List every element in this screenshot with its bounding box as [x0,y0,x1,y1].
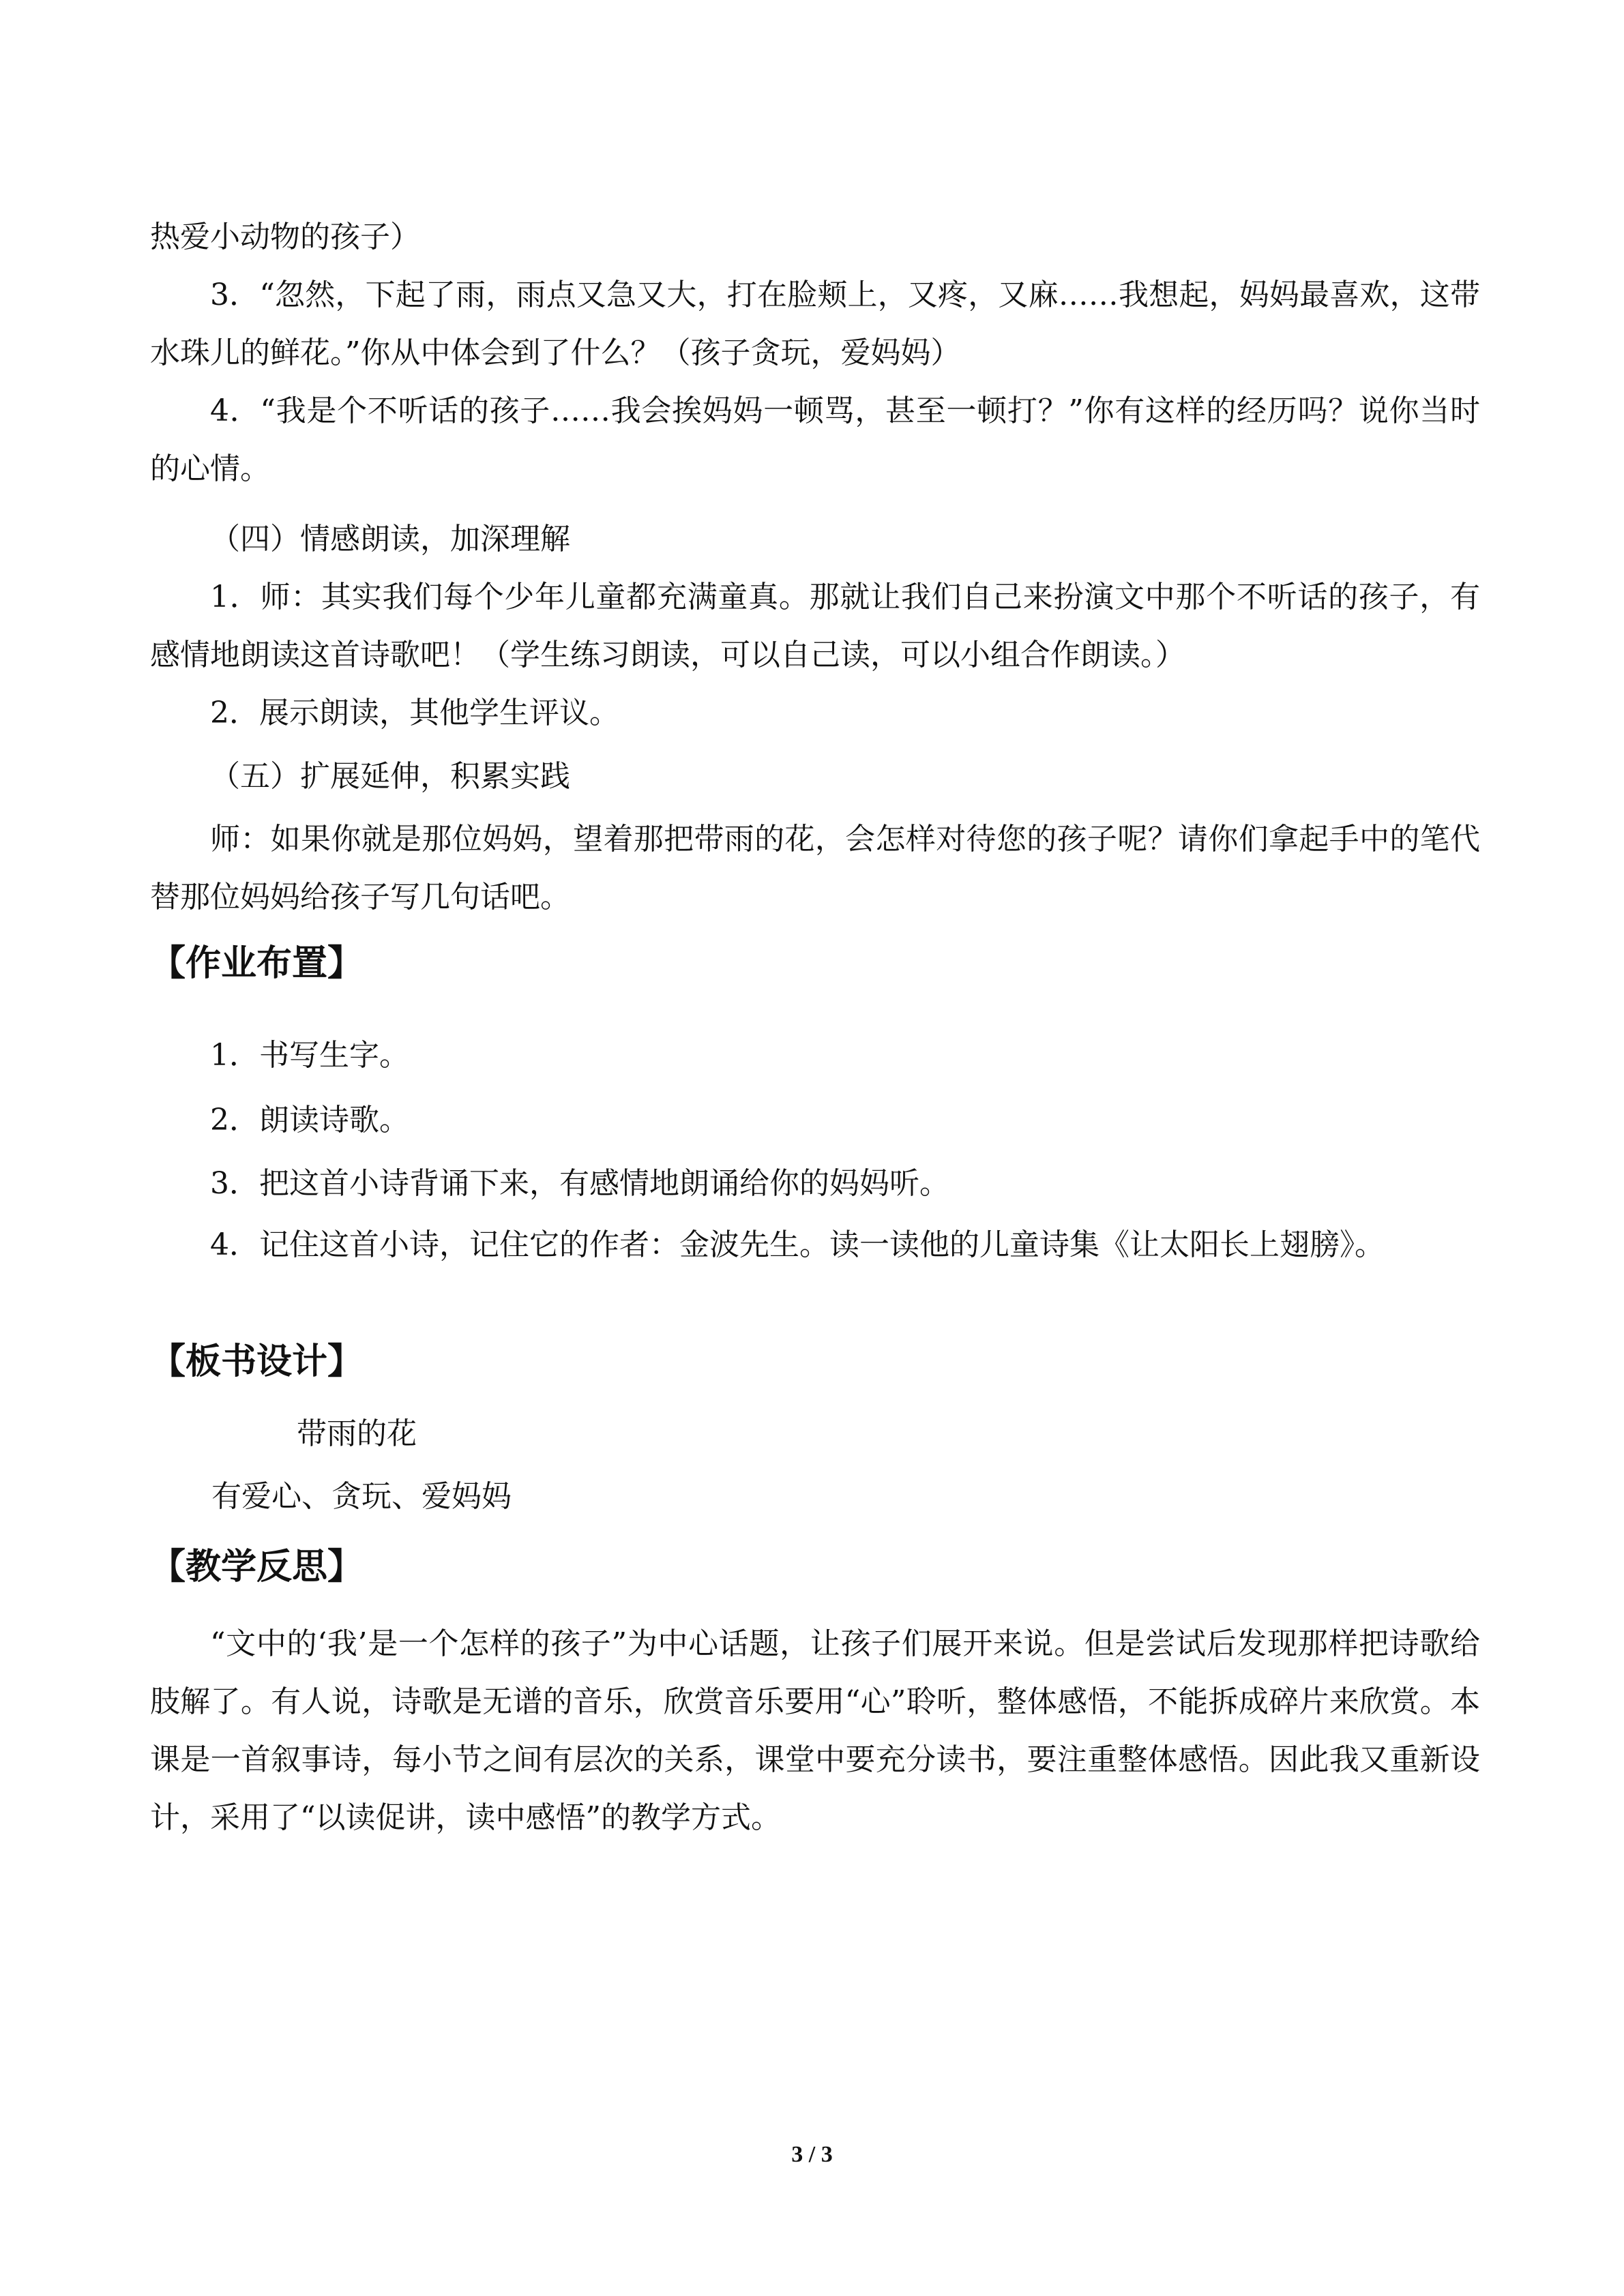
board-title: 带雨的花 [297,1416,417,1451]
homework-heading: 【作业布置】 [150,943,364,984]
reflection-heading: 【教学反思】 [150,1547,364,1587]
homework-item-3: 3．把这首小诗背诵下来，有感情地朗诵给你的妈妈听。 [210,1166,949,1201]
board-line: 有爱心、贪玩、爱妈妈 [211,1479,512,1514]
homework-item-1: 1．书写生字。 [210,1038,409,1073]
page-number: 3 / 3 [791,2142,833,2167]
section-4-item-2: 2．展示朗读，其他学生评议。 [210,696,619,730]
section-4-item-1: 1．师：其实我们每个少年儿童都充满童真。那就让我们自己来扮演文中那个不听话的孩子，有感情地朗读这首诗歌吧！（学生练习朗读，可以自己读，可以小组合作朗读。） [150,580,1480,672]
section-5-text: 师：如果你就是那位妈妈，望着那把带雨的花，会怎样对待您的孩子呢？请你们拿起手中的笔代替那位妈妈给孩子写几句话吧。 [150,822,1480,914]
reflection-text: “文中的‘我’是一个怎样的孩子”为中心话题，让孩子们展开来说。但是尝试后发现那样把诗歌给肢解了。有人说，诗歌是无谱的音乐，欣赏音乐要用“心”聆听，整体感悟，不能拆成碎片来欣赏。本课是一首叙事诗，每小节之间有层次的关系，课堂中要充分读书，要注重整体感悟。因此我又重新设计，采用了“以读促讲，读中感悟”的教学方式。 [150,1626,1480,1835]
homework-item-2: 2．朗读诗歌。 [210,1103,409,1137]
section-4-title: （四）情感朗读，加深理解 [210,522,570,556]
question-3: 3．“忽然，下起了雨，雨点又急又大，打在脸颊上，又疼，又麻……我想起，妈妈最喜欢，这带水珠儿的鲜花。”你从中体会到了什么？（孩子贪玩，爱妈妈） [150,278,1480,370]
paragraph-intro-end: 热爱小动物的孩子） [150,220,420,254]
question-4: 4．“我是个不听话的孩子……我会挨妈妈一顿骂，甚至一顿打？”你有这样的经历吗？说你当时的心情。 [150,393,1480,486]
homework-item-4: 4．记住这首小诗，记住它的作者：金波先生。读一读他的儿童诗集《让太阳长上翅膀》。 [210,1227,1385,1262]
section-5-title: （五）扩展延伸，积累实践 [210,759,570,794]
board-heading: 【板书设计】 [150,1341,364,1382]
